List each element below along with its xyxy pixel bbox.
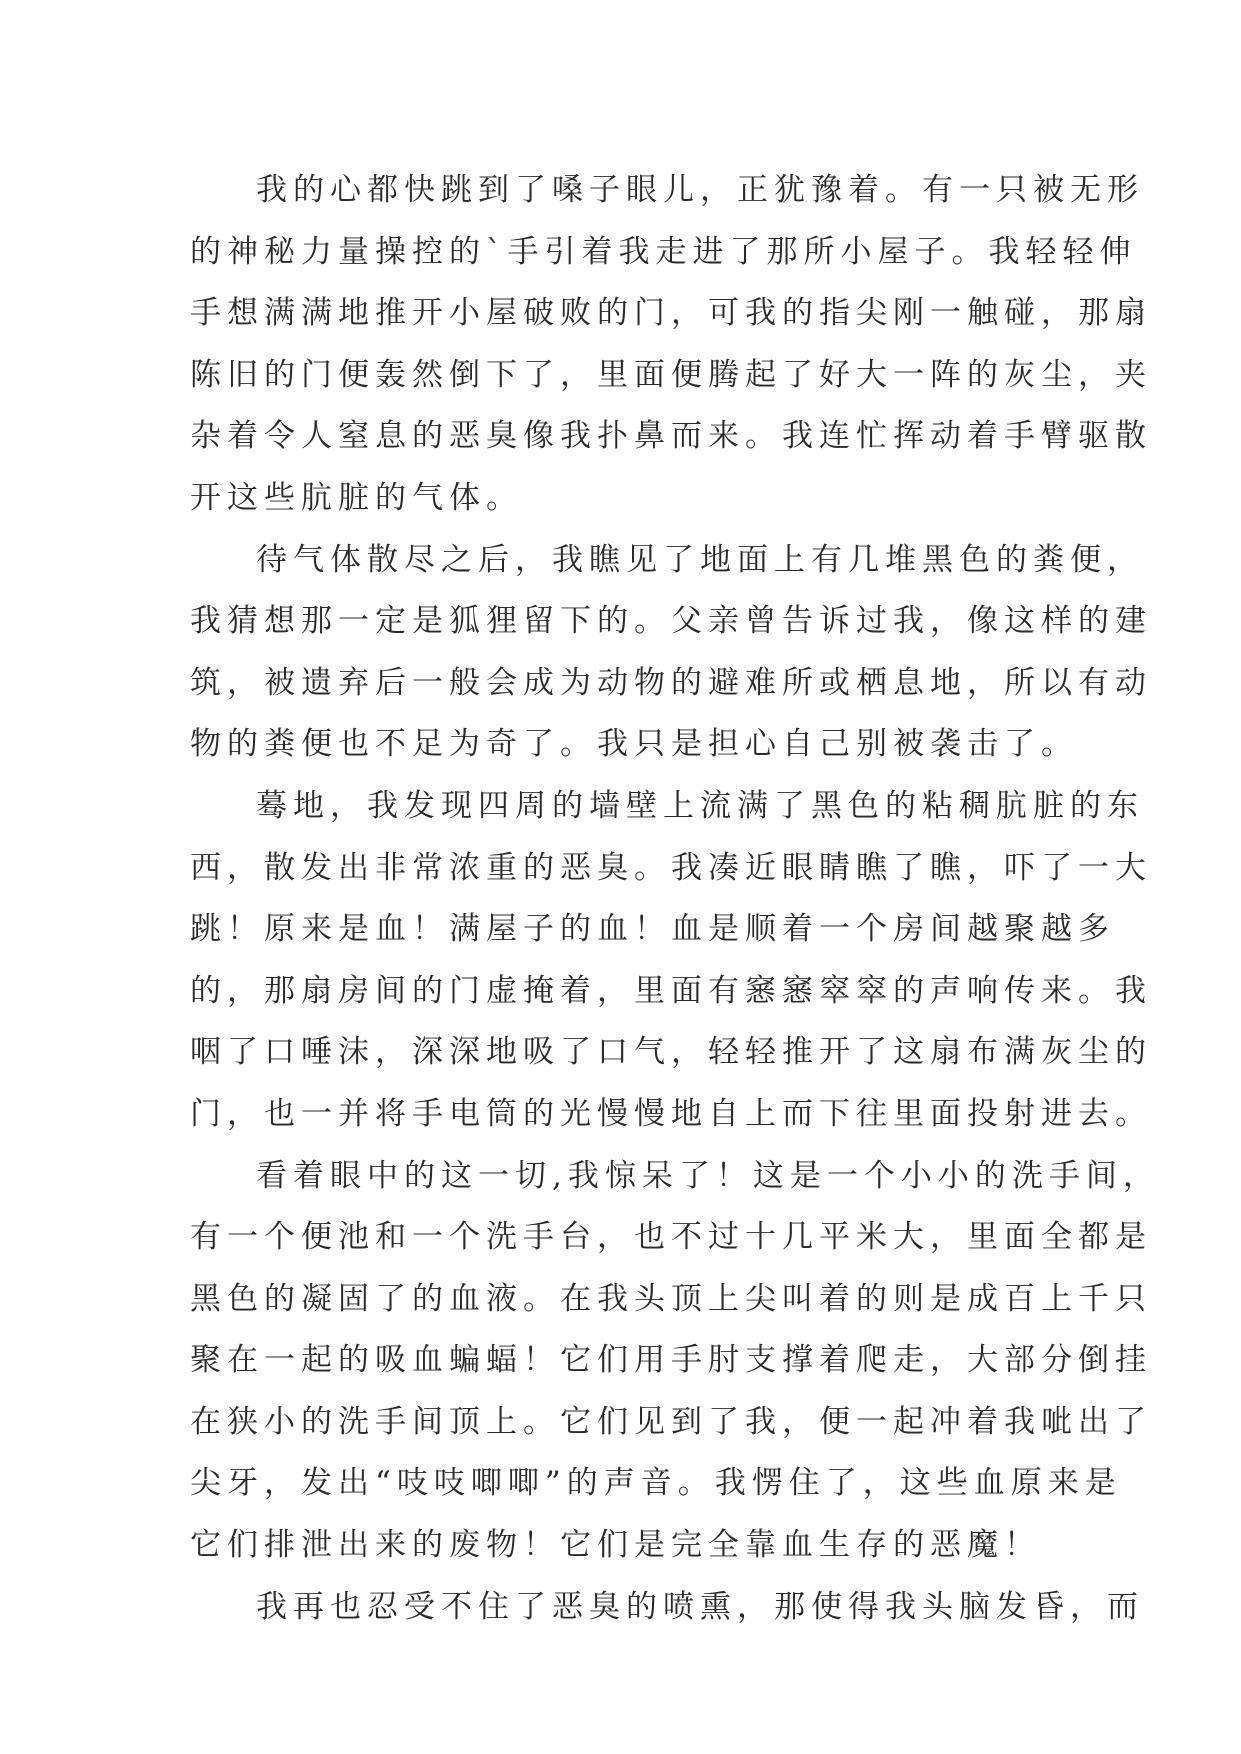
paragraph [190,530,1152,776]
text-line: 跳！原来是血！满屋子的血！血是顺着一个房间越聚越多 [190,911,1115,948]
text-line: 蓦地，我发现四周的墙壁上流满了黑色的粘稠肮脏的东 [256,787,1144,824]
text-line: 杂着令人窒息的恶臭像我扑鼻而来。我连忙挥动着手臂驱散 [190,418,1152,455]
text-line: 我猜想那一定是狐狸留下的。父亲曾告诉过我，像这样的建 [190,603,1152,640]
paragraph [190,1577,1144,1639]
text-line: 尖牙，发出“吱吱唧唧”的声音。我愣住了，这些血原来是 [190,1465,1122,1502]
text-line: 待气体散尽之后，我瞧见了地面上有几堆黑色的粪便， [256,541,1144,578]
text-line: 陈旧的门便轰然倒下了，里面便腾起了好大一阵的灰尘，夹 [190,356,1152,393]
text-line: 在狭小的洗手间顶上。它们见到了我，便一起冲着我呲出了 [190,1403,1152,1440]
text-line: 咽了口唾沫，深深地吸了口气，轻轻推开了这扇布满灰尘的 [190,1034,1152,1071]
paragraph [190,1146,1160,1577]
text-line: 黑色的凝固了的血液。在我头顶上尖叫着的则是成百上千只 [190,1280,1152,1317]
paragraph [190,160,1152,530]
body-text [190,160,1160,1638]
text-line: 物的粪便也不足为奇了。我只是担心自己别被袭击了。 [190,726,1078,763]
text-line: 的神秘力量操控的`手引着我走进了那所小屋子。我轻轻伸 [190,233,1137,270]
text-line: 我的心都快跳到了嗓子眼儿，正犹豫着。有一只被无形 [256,172,1144,208]
text-line: 它们排泄出来的废物！它们是完全靠血生存的恶魔！ [190,1527,1041,1564]
text-line: 的，那扇房间的门虚掩着，里面有窸窸窣窣的声响传来。我 [190,972,1152,1009]
text-line: 门，也一并将手电筒的光慢慢地自上而下往里面投射进去。 [190,1095,1152,1132]
text-line: 西，散发出非常浓重的恶臭。我凑近眼睛瞧了瞧，吓了一大 [190,849,1152,886]
text-line: 聚在一起的吸血蝙蝠！它们用手肘支撑着爬走，大部分倒挂 [190,1342,1152,1379]
text-line: 手想满满地推开小屋破败的门，可我的指尖刚一触碰，那扇 [190,295,1152,332]
text-line: 有一个便池和一个洗手台，也不过十几平米大，里面全都是 [190,1219,1152,1256]
text-line: 我再也忍受不住了恶臭的喷熏，那使得我头脑发昏，而 [256,1588,1144,1625]
paragraph [190,776,1152,1146]
text-line: 筑，被遗弃后一般会成为动物的避难所或栖息地，所以有动 [190,664,1152,701]
text-line: 看着眼中的这一切,我惊呆了！这是一个小小的洗手间， [256,1157,1160,1194]
text-line: 开这些肮脏的气体。 [190,479,523,516]
